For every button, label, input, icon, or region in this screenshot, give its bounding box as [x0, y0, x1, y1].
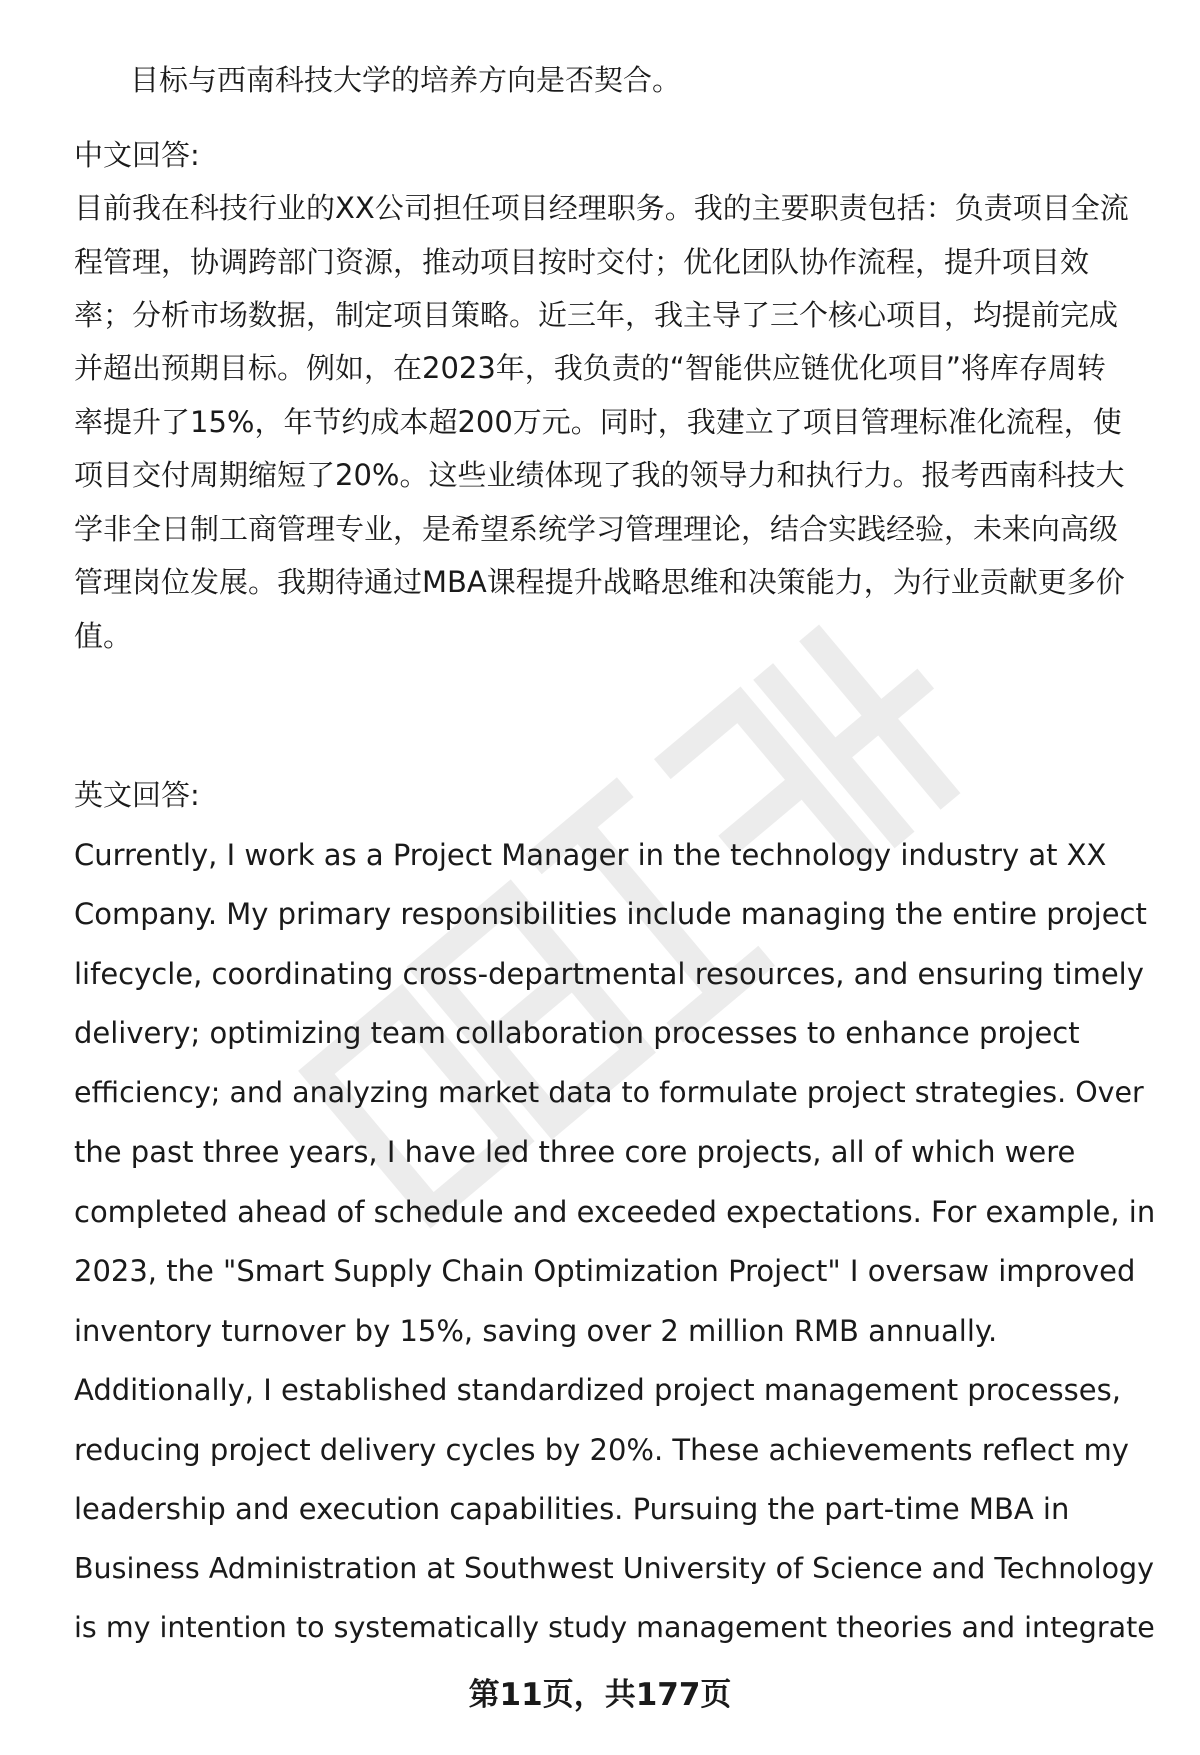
english-paragraph-line: Business Administration at Southwest University of Science and Technology — [74, 1552, 1155, 1585]
page-number-footer: 第11页，共177页 — [468, 1677, 732, 1713]
chinese-paragraph-line: 目前我在科技行业的XX公司担任项目经理职务。我的主要职责包括：负责项目全流 — [74, 191, 1129, 225]
chinese-paragraph-line: 率提升了15%，年节约成本超200万元。同时，我建立了项目管理标准化流程，使 — [74, 405, 1122, 439]
chinese-paragraph-line: 并超出预期目标。例如，在2023年，我负责的“智能供应链优化项目”将库存周转 — [74, 351, 1106, 385]
english-paragraph-line: is my intention to systematically study management theories and integrate — [74, 1611, 1155, 1644]
english-paragraph-line: inventory turnover by 15%, saving over 2 million RMB annually. — [74, 1314, 998, 1348]
english-paragraph-line: Additionally, I established standardized project management processes, — [74, 1373, 1121, 1407]
english-paragraph-line: completed ahead of schedule and exceeded expectations. For example, in — [74, 1195, 1156, 1229]
english-paragraph-line: leadership and execution capabilities. Pursuing the part-time MBA in — [74, 1492, 1070, 1526]
english-paragraph-line: efficiency; and analyzing market data to formulate project strategies. Over — [74, 1076, 1144, 1109]
chinese-answer-label: 中文回答: — [74, 138, 200, 172]
english-paragraph-line: delivery; optimizing team collaboration processes to enhance project — [74, 1016, 1080, 1050]
english-paragraph-line: Company. My primary responsibilities include managing the entire project — [74, 897, 1147, 931]
english-paragraph-line: Currently, I work as a Project Manager in the technology industry at XX — [74, 838, 1107, 872]
chinese-paragraph-line: 项目交付周期缩短了20%。这些业绩体现了我的领导力和执行力。报考西南科技大 — [74, 458, 1125, 492]
english-paragraph-line: 2023, the "Smart Supply Chain Optimization Project" I oversaw improved — [74, 1254, 1136, 1288]
english-paragraph-line: reducing project delivery cycles by 20%. These achievements reflect my — [74, 1433, 1129, 1467]
chinese-paragraph-line: 学非全日制工商管理专业，是希望系统学习管理理论，结合实践经验，未来向高级 — [74, 512, 1119, 546]
english-paragraph-line: lifecycle, coordinating cross-departmental resources, and ensuring timely — [74, 957, 1144, 991]
english-paragraph-line: the past three years, I have led three core projects, all of which were — [74, 1135, 1076, 1169]
chinese-paragraph-line: 值。 — [74, 619, 133, 653]
chinese-paragraph-line: 程管理，协调跨部门资源，推动项目按时交付；优化团队协作流程，提升项目效 — [74, 245, 1090, 279]
intro-line: 目标与西南科技大学的培养方向是否契合。 — [130, 63, 682, 97]
chinese-paragraph-line: 管理岗位发展。我期待通过MBA课程提升战略思维和决策能力，为行业贡献更多价 — [74, 565, 1125, 599]
chinese-paragraph-line: 率；分析市场数据，制定项目策略。近三年，我主导了三个核心项目，均提前完成 — [74, 298, 1119, 332]
english-answer-label: 英文回答: — [74, 778, 200, 812]
